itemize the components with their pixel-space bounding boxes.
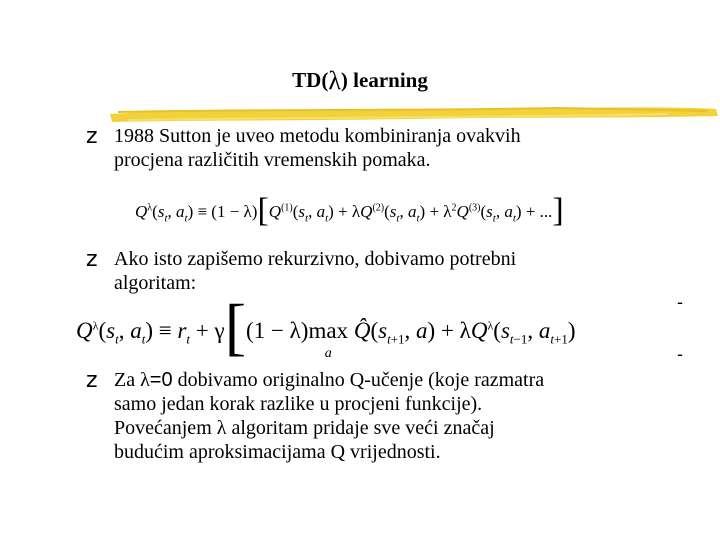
paragraph-3-line-3-pre: Povećanjem xyxy=(114,417,217,439)
lambda-symbol: λ xyxy=(216,417,227,439)
paragraph-1-line-2: procjena različitih vremenskih pomaka. xyxy=(114,149,431,171)
slide-title xyxy=(0,66,720,96)
paragraph-1-line-1: 1988 Sutton je uveo metodu kombiniranja ovakvih xyxy=(114,125,521,147)
right-dash-bottom: - xyxy=(677,344,683,364)
title-suffix: ) learning xyxy=(340,68,428,92)
bullet-icon: z xyxy=(86,368,98,393)
paragraph-3-line-4: budućim aproksimacijama Q vrijednosti. xyxy=(114,441,441,463)
bullet-icon: z xyxy=(86,247,98,272)
paragraph-1 xyxy=(114,124,674,172)
paragraph-3 xyxy=(114,368,674,464)
title-underline-stroke xyxy=(108,100,720,126)
right-dash-top: - xyxy=(677,292,683,312)
equation-2: $Q^\lambda(s_t$, $a_t) \equiv r_t + \gamma[(1 - \lambda)\max$ a $Q̂(s_{t+1}$, $a) + \lambda Q^\lambda(s_{t-1}$, $a_{t+1}$) xyxy=(76,291,576,362)
paragraph-3-line-3-post: algoritam pridaje sve veći značaj xyxy=(226,417,495,439)
title-lambda: λ xyxy=(328,66,341,95)
paragraph-2-line-2: algoritam: xyxy=(114,272,197,294)
equation-1: $Q^\lambda(s_t$, $a_t) \equiv (1 - \lambda)[Q^{(1)}(s_t$, $a_t) + \lambda Q^{(2)}(s_t$, $a_t) + \lambda^2Q^{(3)}(s_t$, $a_t$) + ...] xyxy=(135,192,564,229)
paragraph-3-line-1 xyxy=(114,368,674,392)
paragraph-2 xyxy=(114,247,674,295)
paragraph-3-line-1-pre: Za xyxy=(114,369,141,391)
paragraph-3-line-3 xyxy=(114,416,674,440)
bullet-icon: z xyxy=(86,124,98,149)
title-prefix: TD( xyxy=(292,68,329,92)
paragraph-2-line-1: Ako isto zapišemo rekurzivno, dobivamo potrebni xyxy=(114,248,517,270)
paragraph-3-line-1-post: dobivamo originalno Q-učenje (koje razmatra xyxy=(172,369,545,391)
lambda-symbol: λ xyxy=(140,369,150,391)
lambda-value: =0 xyxy=(149,369,173,391)
paragraph-3-line-2: samo jedan korak razlike u procjeni funkcije). xyxy=(114,393,483,415)
